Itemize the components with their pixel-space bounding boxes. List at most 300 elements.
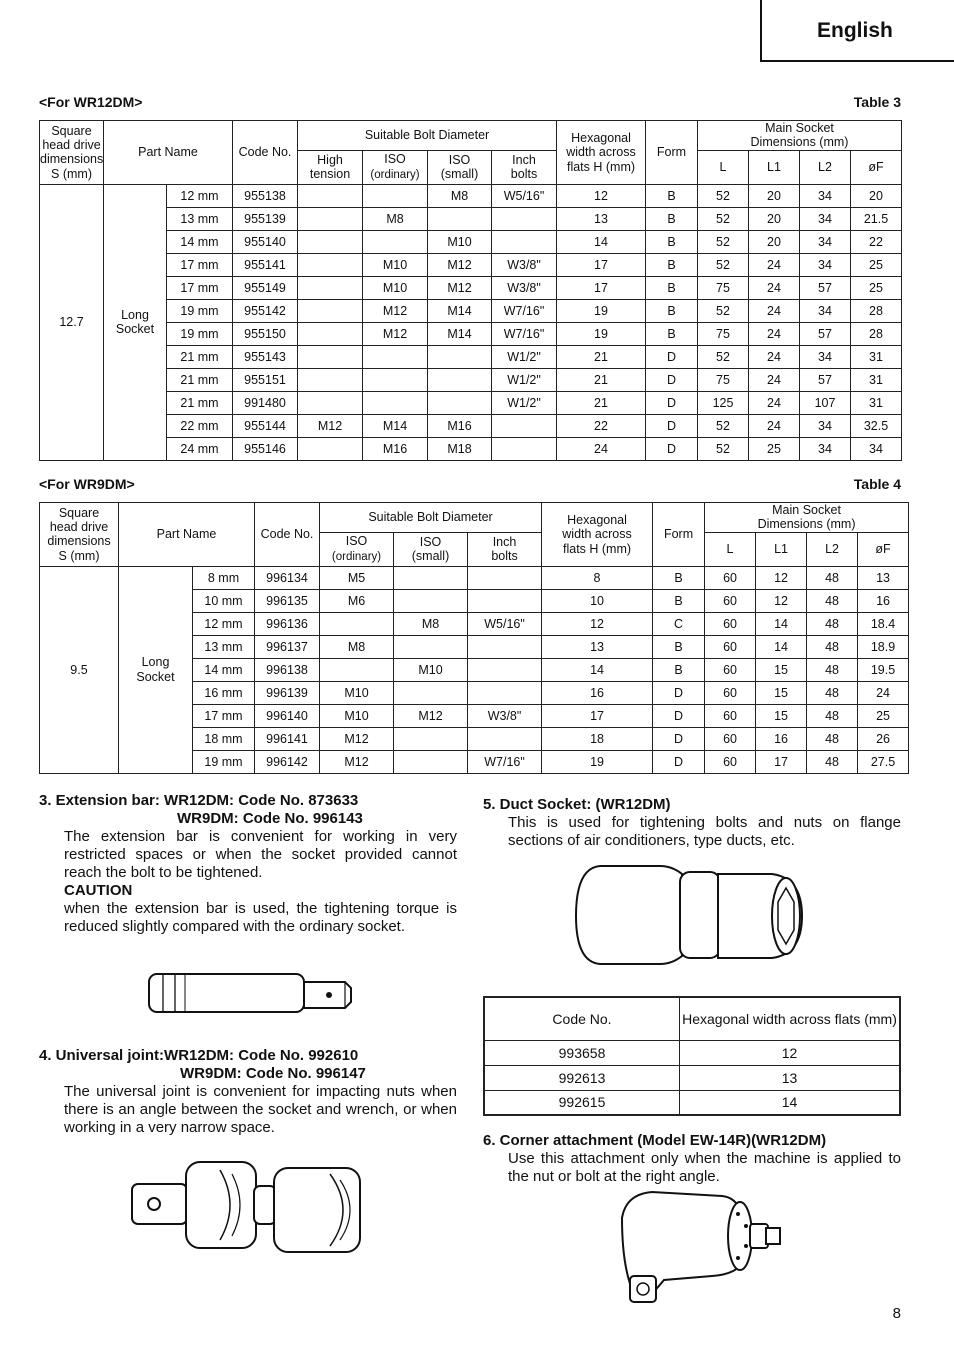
high-tension-cell: M12 bbox=[298, 414, 363, 437]
dim-f-header: øF bbox=[858, 532, 909, 566]
inch-bolt-cell: W7/16" bbox=[468, 750, 542, 773]
hex-cell: 19 bbox=[542, 750, 653, 773]
iso-ordinary-cell bbox=[363, 345, 428, 368]
dim-l2-cell: 48 bbox=[807, 658, 858, 681]
section-body: Use this attachment only when the machine is applied to the nut or bolt at the right angle. bbox=[508, 1150, 901, 1185]
hex-cell: 22 bbox=[557, 414, 646, 437]
dim-l1-cell: 20 bbox=[749, 230, 800, 253]
high-tension-cell bbox=[298, 184, 363, 207]
dim-l-cell: 125 bbox=[698, 391, 749, 414]
code-cell: 955150 bbox=[233, 322, 298, 345]
code-cell: 991480 bbox=[233, 391, 298, 414]
high-tension-cell bbox=[298, 391, 363, 414]
iso-small-cell bbox=[394, 750, 468, 773]
dim-f-cell: 31 bbox=[851, 368, 902, 391]
iso-ordinary-cell: M10 bbox=[320, 681, 394, 704]
hex-cell: 21 bbox=[557, 368, 646, 391]
duct-table-body bbox=[484, 1040, 900, 1115]
form-cell: B bbox=[653, 566, 705, 589]
dim-l-cell: 52 bbox=[698, 184, 749, 207]
dim-l2-cell: 34 bbox=[800, 230, 851, 253]
code-cell: 996134 bbox=[255, 566, 320, 589]
dim-l-cell: 60 bbox=[705, 704, 756, 727]
form-cell: B bbox=[646, 184, 698, 207]
section-title: 3. Extension bar: WR12DM: Code No. 873633 bbox=[39, 792, 359, 809]
iso-small-cell bbox=[394, 727, 468, 750]
hex-cell: 21 bbox=[557, 345, 646, 368]
iso-ordinary-cell: M12 bbox=[320, 727, 394, 750]
dim-l1-cell: 24 bbox=[749, 414, 800, 437]
hex-cell: 19 bbox=[557, 299, 646, 322]
hex-cell: 13 bbox=[557, 207, 646, 230]
inch-bolt-cell: W3/8" bbox=[492, 253, 557, 276]
dim-l-cell: 60 bbox=[705, 566, 756, 589]
size-cell: 13 mm bbox=[193, 635, 255, 658]
size-cell: 17 mm bbox=[193, 704, 255, 727]
inch-bolt-cell bbox=[492, 207, 557, 230]
dim-l2-header: L2 bbox=[807, 532, 858, 566]
main-socket-header: Main Socket Dimensions (mm) bbox=[705, 503, 909, 533]
iso-small-header: ISO (small) bbox=[394, 532, 468, 566]
iso-small-cell bbox=[394, 681, 468, 704]
dim-l-cell: 75 bbox=[698, 322, 749, 345]
form-cell: D bbox=[646, 368, 698, 391]
page-number: 8 bbox=[892, 1305, 901, 1322]
high-tension-cell bbox=[298, 345, 363, 368]
inch-bolt-cell: W7/16" bbox=[492, 322, 557, 345]
duct-code-cell: 993658 bbox=[484, 1040, 680, 1065]
dim-l1-cell: 20 bbox=[749, 184, 800, 207]
dim-f-cell: 27.5 bbox=[858, 750, 909, 773]
size-cell: 18 mm bbox=[193, 727, 255, 750]
dim-f-cell: 18.9 bbox=[858, 635, 909, 658]
code-cell: 996141 bbox=[255, 727, 320, 750]
dim-f-cell: 21.5 bbox=[851, 207, 902, 230]
form-cell: B bbox=[646, 322, 698, 345]
dim-l1-cell: 24 bbox=[749, 253, 800, 276]
iso-small-cell: M16 bbox=[428, 414, 492, 437]
dim-f-cell: 25 bbox=[858, 704, 909, 727]
code-cell: 996140 bbox=[255, 704, 320, 727]
code-cell: 955151 bbox=[233, 368, 298, 391]
dim-l2-cell: 48 bbox=[807, 704, 858, 727]
dim-l1-header: L1 bbox=[749, 150, 800, 184]
dim-l1-cell: 25 bbox=[749, 437, 800, 460]
hex-cell: 19 bbox=[557, 322, 646, 345]
iso-small-cell: M10 bbox=[394, 658, 468, 681]
form-cell: D bbox=[646, 414, 698, 437]
hex-cell: 17 bbox=[542, 704, 653, 727]
table-row bbox=[40, 566, 909, 589]
iso-small-cell: M12 bbox=[394, 704, 468, 727]
table-row bbox=[40, 437, 902, 460]
iso-small-cell bbox=[394, 635, 468, 658]
form-cell: B bbox=[646, 230, 698, 253]
high-tension-cell bbox=[298, 322, 363, 345]
universal-joint-illustration bbox=[128, 1150, 368, 1260]
inch-bolt-cell: W1/2" bbox=[492, 345, 557, 368]
dim-f-cell: 28 bbox=[851, 322, 902, 345]
table-row bbox=[484, 1040, 900, 1065]
form-cell: B bbox=[646, 253, 698, 276]
code-cell: 955144 bbox=[233, 414, 298, 437]
dim-l2-cell: 34 bbox=[800, 299, 851, 322]
size-cell: 24 mm bbox=[167, 437, 233, 460]
form-cell: B bbox=[646, 299, 698, 322]
iso-ordinary-cell bbox=[363, 391, 428, 414]
dim-l1-cell: 24 bbox=[749, 391, 800, 414]
iso-ordinary-cell: M16 bbox=[363, 437, 428, 460]
iso-small-cell bbox=[394, 589, 468, 612]
inch-bolt-cell: W3/8" bbox=[492, 276, 557, 299]
form-cell: D bbox=[646, 391, 698, 414]
size-cell: 19 mm bbox=[167, 299, 233, 322]
dim-l-cell: 60 bbox=[705, 589, 756, 612]
main-socket-header: Main Socket Dimensions (mm) bbox=[698, 121, 902, 151]
table-row bbox=[484, 1065, 900, 1090]
square-size-cell: 9.5 bbox=[40, 566, 119, 773]
iso-ordinary-cell: M8 bbox=[320, 635, 394, 658]
table4-model-label: <For WR9DM> bbox=[39, 476, 135, 492]
iso-small-cell bbox=[428, 345, 492, 368]
dim-l-header: L bbox=[705, 532, 756, 566]
dim-l-cell: 52 bbox=[698, 299, 749, 322]
table-row bbox=[40, 207, 902, 230]
dim-l2-cell: 57 bbox=[800, 322, 851, 345]
code-cell: 955139 bbox=[233, 207, 298, 230]
duct-socket-table bbox=[483, 996, 901, 1116]
iso-ordinary-header: ISO (ordinary) bbox=[320, 532, 394, 566]
inch-bolt-cell bbox=[468, 589, 542, 612]
code-cell: 996137 bbox=[255, 635, 320, 658]
size-cell: 12 mm bbox=[193, 612, 255, 635]
dim-l1-cell: 12 bbox=[756, 589, 807, 612]
high-tension-cell bbox=[298, 276, 363, 299]
dim-l2-cell: 34 bbox=[800, 345, 851, 368]
size-cell: 21 mm bbox=[167, 345, 233, 368]
caution-label: CAUTION bbox=[64, 882, 133, 899]
hex-cell: 13 bbox=[542, 635, 653, 658]
dim-l1-cell: 24 bbox=[749, 368, 800, 391]
dim-l-cell: 60 bbox=[705, 727, 756, 750]
code-cell: 955142 bbox=[233, 299, 298, 322]
form-cell: D bbox=[653, 681, 705, 704]
iso-small-header: ISO (small) bbox=[428, 150, 492, 184]
iso-ordinary-header: ISO (ordinary) bbox=[363, 150, 428, 184]
dim-f-cell: 32.5 bbox=[851, 414, 902, 437]
dim-f-header: øF bbox=[851, 150, 902, 184]
dim-l2-cell: 57 bbox=[800, 368, 851, 391]
dim-f-cell: 18.4 bbox=[858, 612, 909, 635]
dim-l-cell: 75 bbox=[698, 368, 749, 391]
dim-l-header: L bbox=[698, 150, 749, 184]
dim-l-cell: 60 bbox=[705, 750, 756, 773]
iso-small-cell bbox=[428, 368, 492, 391]
section-title: 5. Duct Socket: (WR12DM) bbox=[483, 796, 671, 813]
iso-ordinary-cell: M10 bbox=[363, 253, 428, 276]
section-subtitle: WR9DM: Code No. 996143 bbox=[177, 810, 363, 827]
section-subtitle: WR9DM: Code No. 996147 bbox=[180, 1065, 366, 1082]
part-name-cell: Long Socket bbox=[119, 566, 193, 773]
table-row bbox=[40, 276, 902, 299]
size-cell: 21 mm bbox=[167, 368, 233, 391]
section-body: The universal joint is convenient for impacting nuts when there is an angle between the socket and wrench, or when working in a very narrow space. bbox=[64, 1083, 457, 1136]
dim-l2-cell: 34 bbox=[800, 184, 851, 207]
code-cell: 996142 bbox=[255, 750, 320, 773]
dim-l-cell: 52 bbox=[698, 230, 749, 253]
hex-cell: 17 bbox=[557, 276, 646, 299]
hex-cell: 21 bbox=[557, 391, 646, 414]
dim-f-cell: 19.5 bbox=[858, 658, 909, 681]
inch-bolt-cell bbox=[468, 727, 542, 750]
inch-bolt-cell bbox=[492, 414, 557, 437]
high-tension-cell bbox=[298, 299, 363, 322]
code-cell: 996136 bbox=[255, 612, 320, 635]
form-cell: D bbox=[653, 727, 705, 750]
table-row bbox=[40, 368, 902, 391]
form-header: Form bbox=[653, 503, 705, 567]
code-cell: 955141 bbox=[233, 253, 298, 276]
table-row bbox=[40, 345, 902, 368]
dim-l1-cell: 17 bbox=[756, 750, 807, 773]
dim-f-cell: 31 bbox=[851, 345, 902, 368]
part-name-cell: Long Socket bbox=[104, 184, 167, 460]
code-cell: 955146 bbox=[233, 437, 298, 460]
inch-bolt-cell: W3/8" bbox=[468, 704, 542, 727]
iso-ordinary-cell: M12 bbox=[363, 299, 428, 322]
part-name-header: Part Name bbox=[104, 121, 233, 185]
dim-l1-cell: 15 bbox=[756, 681, 807, 704]
duct-hex-cell: 12 bbox=[680, 1040, 901, 1065]
table4-label: Table 4 bbox=[853, 476, 901, 492]
hex-cell: 12 bbox=[542, 612, 653, 635]
dim-l2-cell: 57 bbox=[800, 276, 851, 299]
square-size-cell: 12.7 bbox=[40, 184, 104, 460]
duct-code-cell: 992613 bbox=[484, 1065, 680, 1090]
hex-cell: 18 bbox=[542, 727, 653, 750]
extension-bar-illustration bbox=[145, 968, 360, 1020]
dim-f-cell: 28 bbox=[851, 299, 902, 322]
size-cell: 10 mm bbox=[193, 589, 255, 612]
table-row bbox=[484, 1090, 900, 1115]
table-row bbox=[40, 230, 902, 253]
code-no-header: Code No. bbox=[255, 503, 320, 567]
iso-small-cell: M10 bbox=[428, 230, 492, 253]
dim-f-cell: 20 bbox=[851, 184, 902, 207]
size-cell: 22 mm bbox=[167, 414, 233, 437]
code-no-header: Code No. bbox=[233, 121, 298, 185]
high-tension-cell bbox=[298, 368, 363, 391]
language-tab: English bbox=[760, 0, 954, 62]
iso-small-cell bbox=[394, 566, 468, 589]
part-name-header: Part Name bbox=[119, 503, 255, 567]
dim-l1-cell: 24 bbox=[749, 276, 800, 299]
dim-l-cell: 75 bbox=[698, 276, 749, 299]
dim-l2-cell: 48 bbox=[807, 750, 858, 773]
dim-f-cell: 31 bbox=[851, 391, 902, 414]
dim-l2-cell: 34 bbox=[800, 437, 851, 460]
table3 bbox=[39, 120, 902, 461]
size-cell: 14 mm bbox=[167, 230, 233, 253]
inch-bolt-cell: W5/16" bbox=[492, 184, 557, 207]
size-cell: 16 mm bbox=[193, 681, 255, 704]
dim-f-cell: 34 bbox=[851, 437, 902, 460]
section-title: 6. Corner attachment (Model EW-14R)(WR12DM) bbox=[483, 1132, 827, 1149]
dim-l2-cell: 48 bbox=[807, 681, 858, 704]
table-row bbox=[40, 322, 902, 345]
iso-small-cell: M8 bbox=[394, 612, 468, 635]
hex-cell: 8 bbox=[542, 566, 653, 589]
iso-ordinary-cell: M14 bbox=[363, 414, 428, 437]
table-row bbox=[40, 184, 902, 207]
section-universal-joint bbox=[39, 1047, 457, 1137]
dim-l-cell: 52 bbox=[698, 345, 749, 368]
code-cell: 996135 bbox=[255, 589, 320, 612]
inch-bolt-cell bbox=[468, 681, 542, 704]
dim-l2-cell: 48 bbox=[807, 612, 858, 635]
iso-small-cell: M14 bbox=[428, 299, 492, 322]
dim-l1-cell: 24 bbox=[749, 322, 800, 345]
high-tension-cell bbox=[298, 437, 363, 460]
corner-attachment-illustration bbox=[612, 1188, 792, 1308]
inch-bolt-cell: W1/2" bbox=[492, 368, 557, 391]
iso-small-cell: M12 bbox=[428, 253, 492, 276]
hex-header: Hexagonal width across flats H (mm) bbox=[557, 121, 646, 185]
duct-socket-illustration bbox=[572, 852, 812, 984]
inch-bolt-cell bbox=[492, 230, 557, 253]
dim-l2-cell: 48 bbox=[807, 727, 858, 750]
dim-l1-cell: 12 bbox=[756, 566, 807, 589]
table3-body bbox=[40, 184, 902, 460]
iso-small-cell: M12 bbox=[428, 276, 492, 299]
dim-l-cell: 52 bbox=[698, 437, 749, 460]
iso-ordinary-cell: M10 bbox=[320, 704, 394, 727]
high-tension-cell bbox=[298, 207, 363, 230]
section-extension-bar bbox=[39, 792, 457, 936]
duct-code-cell: 992615 bbox=[484, 1090, 680, 1115]
code-cell: 955140 bbox=[233, 230, 298, 253]
dim-l2-cell: 34 bbox=[800, 414, 851, 437]
dim-f-cell: 24 bbox=[858, 681, 909, 704]
high-tension-cell bbox=[298, 253, 363, 276]
iso-small-cell: M8 bbox=[428, 184, 492, 207]
iso-ordinary-cell: M8 bbox=[363, 207, 428, 230]
dim-f-cell: 13 bbox=[858, 566, 909, 589]
dim-l-cell: 60 bbox=[705, 635, 756, 658]
dim-l2-cell: 107 bbox=[800, 391, 851, 414]
size-cell: 19 mm bbox=[167, 322, 233, 345]
dim-f-cell: 22 bbox=[851, 230, 902, 253]
form-cell: C bbox=[653, 612, 705, 635]
dim-l1-cell: 24 bbox=[749, 345, 800, 368]
form-cell: B bbox=[646, 276, 698, 299]
dim-l1-cell: 24 bbox=[749, 299, 800, 322]
table3-model-label: <For WR12DM> bbox=[39, 94, 143, 110]
size-cell: 19 mm bbox=[193, 750, 255, 773]
code-cell: 955138 bbox=[233, 184, 298, 207]
form-cell: D bbox=[653, 750, 705, 773]
dim-l1-cell: 15 bbox=[756, 658, 807, 681]
dim-l2-cell: 48 bbox=[807, 635, 858, 658]
section-body: This is used for tightening bolts and nuts on flange sections of air conditioners, type ducts, etc. bbox=[508, 814, 901, 849]
section-corner-attachment bbox=[483, 1132, 901, 1186]
bolt-diameter-header: Suitable Bolt Diameter bbox=[320, 503, 542, 533]
size-cell: 17 mm bbox=[167, 276, 233, 299]
table3-label: Table 3 bbox=[853, 94, 901, 110]
form-cell: B bbox=[646, 207, 698, 230]
iso-ordinary-cell bbox=[363, 368, 428, 391]
dim-l2-cell: 48 bbox=[807, 589, 858, 612]
iso-small-cell: M18 bbox=[428, 437, 492, 460]
code-cell: 996138 bbox=[255, 658, 320, 681]
iso-ordinary-cell bbox=[320, 612, 394, 635]
table-row bbox=[40, 299, 902, 322]
form-header: Form bbox=[646, 121, 698, 185]
dim-l1-cell: 15 bbox=[756, 704, 807, 727]
iso-small-cell bbox=[428, 391, 492, 414]
table-row bbox=[40, 391, 902, 414]
size-cell: 8 mm bbox=[193, 566, 255, 589]
hex-cell: 14 bbox=[557, 230, 646, 253]
dim-l-cell: 60 bbox=[705, 658, 756, 681]
code-cell: 955149 bbox=[233, 276, 298, 299]
form-cell: B bbox=[653, 635, 705, 658]
dim-l-cell: 60 bbox=[705, 681, 756, 704]
dim-f-cell: 25 bbox=[851, 253, 902, 276]
iso-ordinary-cell bbox=[363, 230, 428, 253]
hex-cell: 14 bbox=[542, 658, 653, 681]
dim-l1-cell: 14 bbox=[756, 635, 807, 658]
code-cell: 955143 bbox=[233, 345, 298, 368]
square-header: Square head drive dimensions S (mm) bbox=[40, 121, 104, 185]
dim-l1-header: L1 bbox=[756, 532, 807, 566]
inch-bolt-cell bbox=[468, 566, 542, 589]
iso-small-cell bbox=[428, 207, 492, 230]
iso-small-cell: M14 bbox=[428, 322, 492, 345]
bolt-diameter-header: Suitable Bolt Diameter bbox=[298, 121, 557, 151]
dim-f-cell: 26 bbox=[858, 727, 909, 750]
hex-cell: 24 bbox=[557, 437, 646, 460]
hex-cell: 16 bbox=[542, 681, 653, 704]
hex-cell: 17 bbox=[557, 253, 646, 276]
iso-ordinary-cell: M12 bbox=[320, 750, 394, 773]
dim-l2-header: L2 bbox=[800, 150, 851, 184]
table4-body bbox=[40, 566, 909, 773]
size-cell: 12 mm bbox=[167, 184, 233, 207]
dim-l-cell: 60 bbox=[705, 612, 756, 635]
dim-l2-cell: 48 bbox=[807, 566, 858, 589]
section-body: The extension bar is convenient for working in very restricted spaces or when the socket provided cannot reach the bolt to be tightened. bbox=[64, 828, 457, 881]
inch-bolt-cell: W5/16" bbox=[468, 612, 542, 635]
iso-ordinary-cell: M6 bbox=[320, 589, 394, 612]
form-cell: B bbox=[653, 589, 705, 612]
inch-bolt-cell bbox=[468, 635, 542, 658]
size-cell: 17 mm bbox=[167, 253, 233, 276]
table-row bbox=[40, 253, 902, 276]
section-title: 4. Universal joint:WR12DM: Code No. 992610 bbox=[39, 1047, 359, 1064]
high-tension-cell bbox=[298, 230, 363, 253]
caution-text: when the extension bar is used, the tightening torque is reduced slightly compared with the ordinary socket. bbox=[64, 900, 457, 935]
size-cell: 13 mm bbox=[167, 207, 233, 230]
dim-l-cell: 52 bbox=[698, 207, 749, 230]
dim-l-cell: 52 bbox=[698, 414, 749, 437]
dim-f-cell: 16 bbox=[858, 589, 909, 612]
table-row bbox=[40, 414, 902, 437]
code-cell: 996139 bbox=[255, 681, 320, 704]
dim-l1-cell: 16 bbox=[756, 727, 807, 750]
dim-l2-cell: 34 bbox=[800, 207, 851, 230]
inch-bolts-header: Inch bolts bbox=[468, 532, 542, 566]
